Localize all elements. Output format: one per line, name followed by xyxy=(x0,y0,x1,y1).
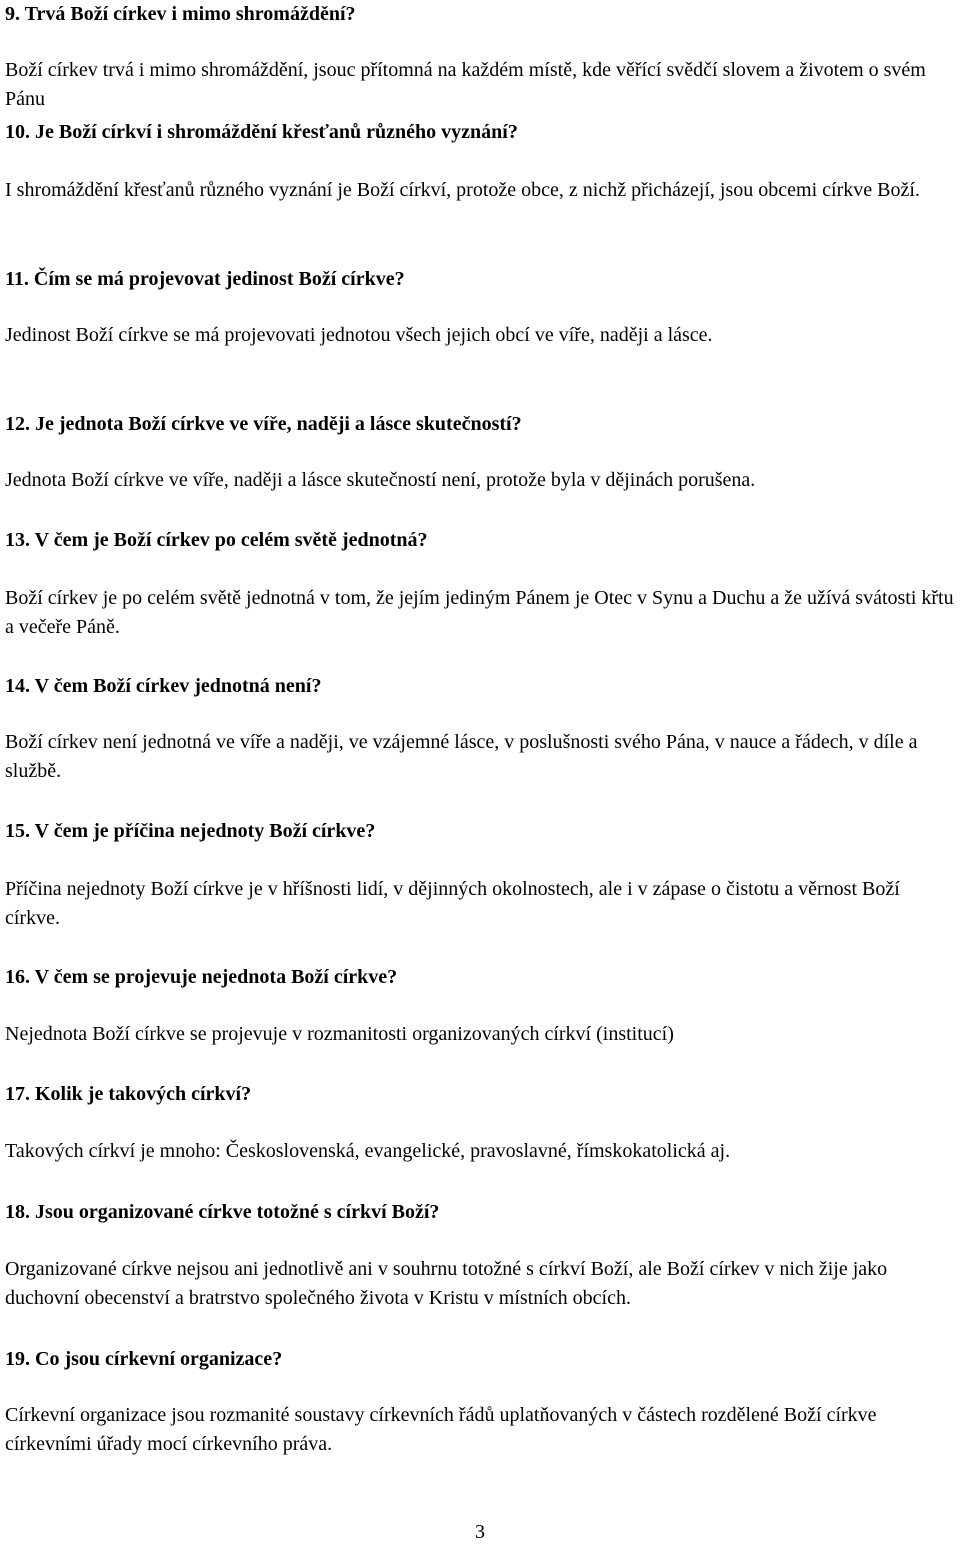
qa-item xyxy=(5,0,957,114)
answer-paragraph: Boží církev trvá i mimo shromáždění, jsouc přítomná na každém místě, kde věřící svědčí slovem a životem o svém Pánu xyxy=(5,59,926,110)
question-heading: 15. V čem je příčina nejednoty Boží církve? xyxy=(5,820,376,842)
qa-item xyxy=(5,1080,957,1166)
question-heading: 18. Jsou organizované církve totožné s církví Boží? xyxy=(5,1201,440,1223)
question-heading: 11. Čím se má projevovat jedinost Boží církve? xyxy=(5,268,405,290)
answer-paragraph: Boží církev je po celém světě jednotná v tom, že jejím jediným Pánem je Otec v Synu a Duchu a že užívá svátosti křtu a večeře Páně. xyxy=(5,587,954,638)
answer-paragraph: Organizované církve nejsou ani jednotlivě ani v souhrnu totožné s církví Boží, ale Boží církev v nich žije jako duchovní obecenství a bratrstvo společného života v Kristu v místních obcích. xyxy=(5,1258,888,1309)
qa-item xyxy=(5,672,957,786)
qa-item xyxy=(5,817,957,933)
question-heading: 19. Co jsou církevní organizace? xyxy=(5,1348,283,1370)
answer-paragraph: Jedinost Boží církve se má projevovati jednotou všech jejich obcí ve víře, naději a lásce. xyxy=(5,324,713,346)
qa-item xyxy=(5,265,957,350)
question-heading: 10. Je Boží církví i shromáždění křesťanů různého vyznání? xyxy=(5,121,518,143)
question-heading: 14. V čem Boží církev jednotná není? xyxy=(5,675,322,697)
qa-item xyxy=(5,963,957,1049)
question-heading: 9. Trvá Boží církev i mimo shromáždění? xyxy=(5,3,356,25)
question-heading: 17. Kolik je takových církví? xyxy=(5,1083,252,1105)
qa-item xyxy=(5,410,957,495)
qa-item xyxy=(5,118,957,205)
qa-item xyxy=(5,1198,957,1313)
answer-paragraph: Církevní organizace jsou rozmanité soustavy církevních řádů uplatňovaných v částech rozdělené Boží církve církevními úřady mocí církevního práva. xyxy=(5,1404,877,1455)
answer-paragraph: Jednota Boží církve ve víře, naději a lásce skutečností není, protože byla v dějinách porušena. xyxy=(5,469,756,491)
qa-item xyxy=(5,526,957,642)
page-number: 3 xyxy=(475,1521,485,1543)
question-heading: 12. Je jednota Boží církve ve víře, naději a lásce skutečností? xyxy=(5,413,522,435)
answer-paragraph: Boží církev není jednotná ve víře a naději, ve vzájemné lásce, v poslušnosti svého Pána, v nauce a řádech, v díle a službě. xyxy=(5,731,918,782)
answer-paragraph: Příčina nejednoty Boží církve je v hříšnosti lidí, v dějinných okolnostech, ale i v zápase o čistotu a věrnost Boží církve. xyxy=(5,878,900,929)
answer-paragraph: Nejednota Boží církve se projevuje v rozmanitosti organizovaných církví (institucí) xyxy=(5,1023,674,1045)
qa-item xyxy=(5,1345,957,1459)
question-heading: 13. V čem je Boží církev po celém světě jednotná? xyxy=(5,529,428,551)
question-heading: 16. V čem se projevuje nejednota Boží církve? xyxy=(5,966,398,988)
answer-paragraph: I shromáždění křesťanů různého vyznání je Boží církví, protože obce, z nichž přicházejí, jsou obcemi církve Boží. xyxy=(5,179,920,201)
answer-paragraph: Takových církví je mnoho: Československá, evangelické, pravoslavné, římskokatolická aj. xyxy=(5,1140,731,1162)
